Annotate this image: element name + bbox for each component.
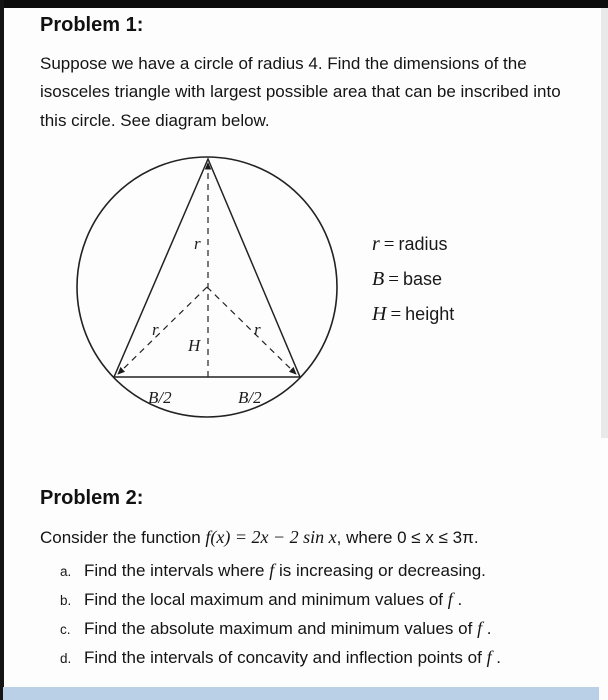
problem2-intro <box>40 527 582 548</box>
diagram-section <box>40 135 582 465</box>
problem2-item-a <box>60 560 582 581</box>
legend-name-radius: radius <box>398 234 448 255</box>
legend-equals: = <box>388 269 399 291</box>
legend-row-radius <box>372 233 454 256</box>
label-radius-right: r <box>254 320 261 340</box>
label-radius-left: r <box>152 320 159 340</box>
item-math-f: f <box>269 560 275 581</box>
right-edge-shade <box>601 8 608 438</box>
radius-right-dashed-line <box>207 287 296 374</box>
problem1-title: Problem 1: <box>40 14 144 36</box>
label-base-left: B/2 <box>148 388 172 408</box>
problem2-item-b <box>60 589 582 610</box>
diagram-legend <box>372 233 454 338</box>
item-letter: c. <box>60 622 71 638</box>
inscribed-triangle-diagram <box>40 147 350 432</box>
item-letter: a. <box>60 564 72 580</box>
problem2-item-c <box>60 618 582 639</box>
item-letter: b. <box>60 593 72 609</box>
problem2-item-d <box>60 647 582 668</box>
problem2-section <box>40 487 582 668</box>
item-text: Find the intervals of concavity and inflection points of f . <box>84 647 502 668</box>
intro-math-expression: f(x) = 2x − 2 sin x <box>205 527 337 548</box>
isosceles-triangle <box>114 159 300 377</box>
legend-symbol-r: r <box>372 233 380 256</box>
radius-left-dashed-line <box>118 287 207 374</box>
top-edge-bar <box>0 0 608 8</box>
legend-symbol-b: B <box>372 268 385 291</box>
item-letter: d. <box>60 651 72 667</box>
item-text: Find the local maximum and minimum values of f . <box>84 589 463 610</box>
document-content <box>4 8 600 687</box>
item-text: Find the intervals where f is increasing or decreasing. <box>84 560 486 581</box>
label-height: H <box>188 336 201 356</box>
label-base-right: B/2 <box>238 388 262 408</box>
bottom-edge-bar <box>3 687 599 700</box>
legend-row-height <box>372 303 454 326</box>
problem2-item-list <box>40 560 582 668</box>
item-math-f: f <box>477 618 483 639</box>
intro-text-suffix: , where 0 ≤ x ≤ 3π. <box>336 528 479 548</box>
legend-row-base <box>372 268 454 291</box>
legend-name-base: base <box>402 269 442 290</box>
item-text: Find the absolute maximum and minimum values of f . <box>84 618 492 639</box>
problem1-body: Suppose we have a circle of radius 4. Find the dimensions of the isosceles triangle with largest possible area that can be inscribed into this circle. See diagram below. <box>40 54 561 130</box>
legend-name-height: height <box>405 304 455 325</box>
item-math-f: f <box>486 647 492 668</box>
item-math-f: f <box>447 589 453 610</box>
intro-text-prefix: Consider the function <box>40 528 206 548</box>
legend-equals: = <box>390 304 402 326</box>
legend-symbol-h: H <box>372 303 387 326</box>
problem2-title: Problem 2: <box>40 487 144 510</box>
legend-equals: = <box>383 234 395 256</box>
label-radius-top: r <box>194 234 201 254</box>
